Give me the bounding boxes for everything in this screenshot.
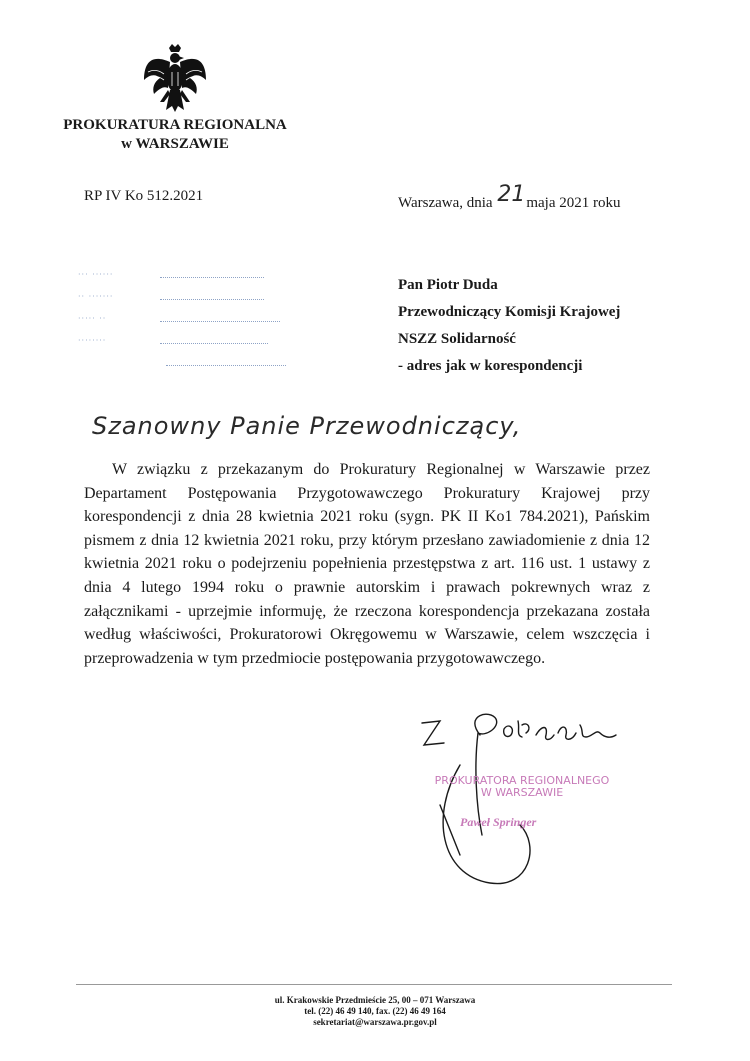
footer-address: ul. Krakowskie Przedmieście 25, 00 – 071 Warszawa — [274, 995, 476, 1005]
date-prefix: Warszawa, dnia — [398, 195, 493, 211]
date-day-handwritten: 21 — [497, 182, 526, 207]
footer — [200, 995, 550, 1028]
signature-block — [400, 705, 660, 895]
recipient-name: Pan Piotr Duda — [398, 277, 498, 293]
stamp-row — [70, 358, 270, 368]
date-line — [398, 182, 621, 213]
stamp-office-line2: W WARSZAWIE — [480, 786, 564, 799]
handwritten-signature — [400, 705, 660, 895]
footer-phone: tel. (22) 46 49 140, fax. (22) 46 49 164 — [304, 1006, 446, 1016]
official-stamp — [422, 775, 622, 799]
footer-divider — [76, 984, 672, 985]
polish-eagle-emblem — [142, 44, 208, 114]
recipient-address-note: - adres jak w korespondencji — [398, 358, 583, 374]
stamp-row: ·· ······· — [70, 292, 270, 302]
office-name: PROKURATURA REGIONALNA — [63, 117, 287, 133]
letter-body: W związku z przekazanym do Prokuratury Regionalnej w Warszawie przez Departament Postępowania Przygotowawczego Prokuratury Krajowej przy korespondencji z dnia 28 kwietnia 2021 roku (sygn. PK II Ko1 784.2021), Pańskim pismem z dnia 12 kwietnia 2021 roku, przy którym przesłano zawiadomienie z dnia 12 kwietnia 2021 roku o podejrzeniu popełnienia przestępstwa z art. 116 ust. 1 ustawy z dnia 4 lutego 1994 roku o prawnie autorskim i prawach pokrewnych wraz z załącznikami - uprzejmie informuję, że rzeczona korespondencja przekazana została według właściwości, Prokuratorowi Okręgowemu w Warszawie, celem wszczęcia i przeprowadzenia w tym przedmiocie postępowania przygotowawczego. — [84, 461, 650, 667]
date-suffix: maja 2021 roku — [526, 195, 621, 211]
recipient-title: Przewodniczący Komisji Krajowej — [398, 304, 621, 320]
office-city: w WARSZAWIE — [121, 136, 229, 152]
recipient-organization: NSZZ Solidarność — [398, 331, 516, 347]
handwritten-salutation: Szanowny Panie Przewodniczący, — [92, 412, 522, 440]
stamp-signatory-name: Paweł Springer — [460, 815, 537, 829]
footer-email: sekretariat@warszawa.pr.gov.pl — [313, 1017, 437, 1027]
issuing-office — [40, 116, 310, 154]
stamp-row: ··· ······ — [70, 270, 270, 280]
reference-number: RP IV Ko 512.2021 — [84, 188, 204, 204]
stamp-row: ····· ·· — [70, 314, 270, 324]
stamp-row: ········ — [70, 336, 270, 346]
recipient-address — [398, 272, 620, 380]
stamp-office-line1: PROKURATORA REGIONALNEGO — [434, 774, 610, 787]
receipt-stamp — [70, 270, 300, 380]
